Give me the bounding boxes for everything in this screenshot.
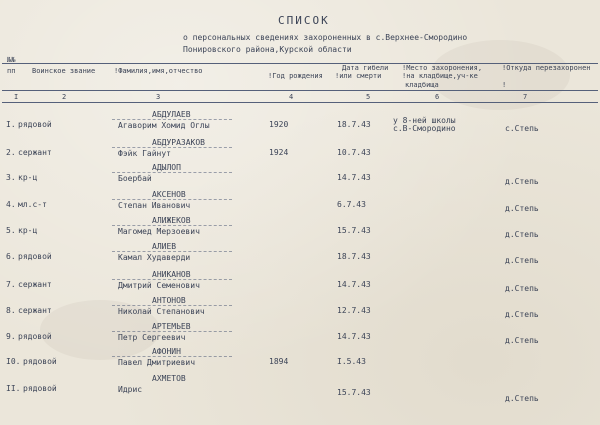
row-rank: мл.с-т (18, 200, 47, 209)
row-surname: АБДУРАЗАКОВ (152, 138, 205, 147)
header-name: !Фамилия,имя,отчество (114, 67, 203, 75)
row-number: 9. (6, 332, 16, 341)
row-number: 5. (6, 226, 16, 235)
document-subtitle-line2: Понировского района,Курской области (183, 45, 352, 54)
row-reburied-from: д.Степь (505, 310, 539, 319)
row-rank: рядовой (23, 384, 57, 393)
row-surname: АКСЕНОВ (152, 190, 186, 199)
column-number-7: 7 (523, 93, 528, 101)
column-number-2: 2 (62, 93, 67, 101)
row-reburied-from: д.Степь (505, 336, 539, 345)
row-given-names: Боербай (118, 174, 152, 183)
row-reburied-from: д.Степь (505, 394, 539, 403)
column-number-1: I (14, 93, 19, 101)
header-rank: Воинское звание (32, 67, 96, 75)
row-rank: кр-ц (18, 226, 38, 235)
row-number: 7. (6, 280, 16, 289)
header-mid-rule (2, 90, 598, 91)
document-title: СПИСОК (278, 14, 330, 27)
row-given-names: Павел Дмитриевич (118, 358, 196, 367)
header-from-2: ! (502, 81, 507, 89)
header-bottom-rule (2, 102, 598, 103)
row-death-date: 10.7.43 (337, 148, 371, 157)
row-given-names: Магомед Мерзоевич (118, 227, 200, 236)
row-surname: АХМЕТОВ (152, 374, 186, 383)
row-reburied-from: д.Степь (505, 177, 539, 186)
row-surname: АБДУЛАЕВ (152, 110, 191, 119)
column-number-5: 5 (366, 93, 371, 101)
row-death-date: 14.7.43 (337, 280, 371, 289)
row-surname: АРТЕМЬЕВ (152, 322, 191, 331)
header-date-1: Дата гибели (342, 64, 389, 72)
row-death-date: 14.7.43 (337, 173, 371, 182)
row-reburied-from: д.Степь (505, 284, 539, 293)
row-separator (112, 225, 232, 226)
row-burial-place-2: с.В-Смородино (393, 124, 456, 133)
header-from-1: !Откуда перезахоронен (502, 64, 591, 72)
row-death-date: 6.7.43 (337, 200, 366, 209)
row-death-date: 18.7.43 (337, 252, 371, 261)
row-number: I0. (6, 357, 21, 366)
row-death-date: 12.7.43 (337, 306, 371, 315)
row-reburied-from: с.Степь (505, 124, 539, 133)
row-birth-year: 1920 (269, 120, 289, 129)
header-place-1: !Место захоронения, (402, 64, 483, 72)
row-surname: АФОНИН (152, 347, 181, 356)
row-death-date: 15.7.43 (337, 388, 371, 397)
header-nn-1: №№ (7, 56, 16, 64)
row-number: 4. (6, 200, 16, 209)
row-death-date: 18.7.43 (337, 120, 371, 129)
row-reburied-from: д.Степь (505, 230, 539, 239)
row-given-names: Идрис (118, 385, 143, 394)
row-surname: АЛИЖЕКОВ (152, 216, 191, 225)
row-separator (112, 331, 232, 332)
row-rank: сержант (18, 280, 52, 289)
row-number: 6. (6, 252, 16, 261)
row-given-names: Камал Худаверди (118, 253, 191, 262)
row-separator (112, 279, 232, 280)
row-surname: АДЫЛОП (152, 163, 181, 172)
header-date-2: !или смерти (335, 72, 382, 80)
column-number-4: 4 (289, 93, 294, 101)
row-separator (112, 356, 232, 357)
row-surname: АНИКАНОВ (152, 270, 191, 279)
header-place-2: !на кладбище,уч-ке (402, 72, 478, 80)
row-surname: АЛИЕВ (152, 242, 177, 251)
row-given-names: Дмитрий Семенович (118, 281, 200, 290)
row-given-names: Петр Сергеевич (118, 333, 186, 342)
row-rank: рядовой (18, 332, 52, 341)
row-separator (112, 172, 232, 173)
row-given-names: Фэйк Гайнут (118, 149, 171, 158)
row-rank: кр-ц (18, 173, 38, 182)
row-reburied-from: д.Степь (505, 256, 539, 265)
row-number: I. (6, 120, 16, 129)
header-year: !Год рождения (268, 72, 323, 80)
header-place-3: кладбища (405, 81, 439, 89)
row-given-names: Степан Иванович (118, 201, 191, 210)
column-number-3: 3 (156, 93, 161, 101)
row-separator (112, 199, 232, 200)
row-number: 2. (6, 148, 16, 157)
row-burial-place-1: у 8-ней школы (393, 116, 456, 125)
row-death-date: 15.7.43 (337, 226, 371, 235)
row-death-date: 14.7.43 (337, 332, 371, 341)
row-separator (112, 305, 232, 306)
row-given-names: Агаворим Хомид Оглы (118, 121, 210, 130)
row-reburied-from: д.Степь (505, 204, 539, 213)
row-rank: сержант (18, 148, 52, 157)
row-surname: АНТОНОВ (152, 296, 186, 305)
row-separator (112, 251, 232, 252)
row-number: II. (6, 384, 21, 393)
row-rank: рядовой (18, 252, 52, 261)
row-rank: сержант (18, 306, 52, 315)
header-nn-2: пп (7, 67, 16, 75)
row-number: 3. (6, 173, 16, 182)
row-rank: рядовой (23, 357, 57, 366)
row-birth-year: 1894 (269, 357, 289, 366)
row-death-date: I.5.43 (337, 357, 366, 366)
row-number: 8. (6, 306, 16, 315)
row-separator (112, 119, 232, 120)
row-rank: рядовой (18, 120, 52, 129)
row-birth-year: 1924 (269, 148, 289, 157)
document-subtitle-line1: о персональных сведениях захороненных в с.Верхнее-Смородино (183, 33, 468, 42)
row-separator (112, 147, 232, 148)
column-number-6: 6 (435, 93, 440, 101)
row-given-names: Николай Степанович (118, 307, 205, 316)
